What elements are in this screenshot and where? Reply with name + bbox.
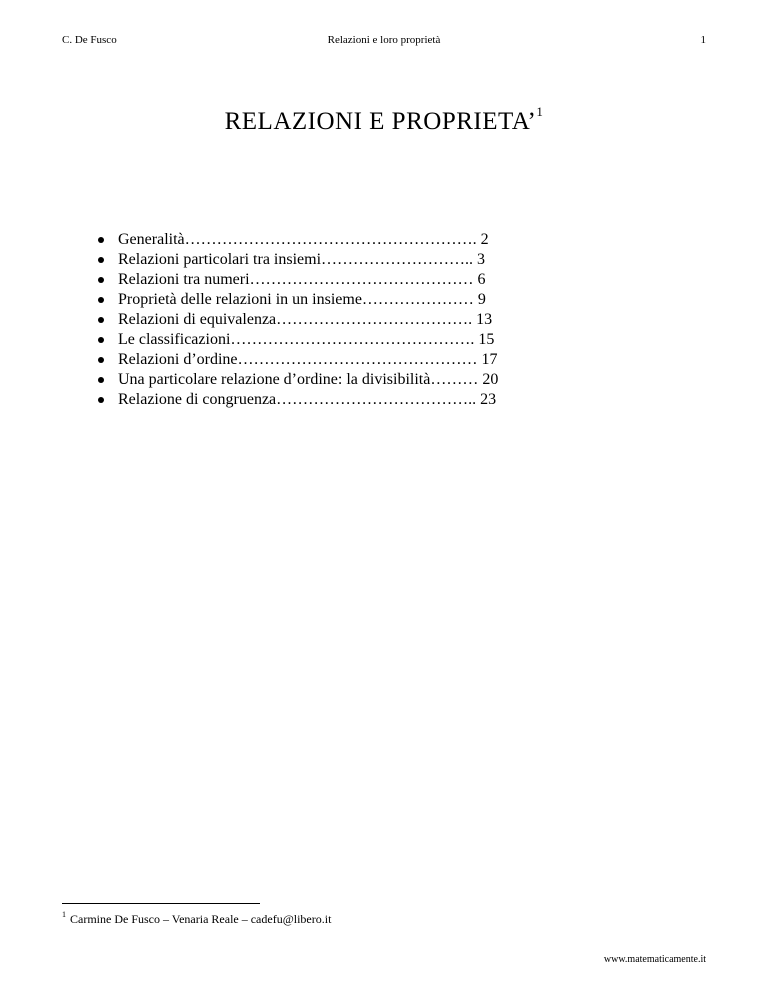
toc-item-text: Generalità………………………………………………. 2 bbox=[118, 231, 489, 248]
bullet-icon bbox=[98, 237, 104, 243]
toc-item-text: Relazione di congruenza……………………………….. 23 bbox=[118, 391, 497, 408]
toc-item[interactable] bbox=[98, 370, 498, 390]
bullet-icon bbox=[98, 297, 104, 303]
bullet-icon bbox=[98, 397, 104, 403]
table-of-contents bbox=[98, 230, 498, 410]
page-header bbox=[0, 34, 768, 50]
toc-item-text: Relazioni di equivalenza………………………………. 13 bbox=[118, 311, 493, 328]
header-running-title: Relazioni e loro proprietà bbox=[327, 34, 441, 46]
toc-item[interactable] bbox=[98, 290, 498, 310]
footnote-divider bbox=[62, 903, 260, 904]
bullet-icon bbox=[98, 317, 104, 323]
toc-item[interactable] bbox=[98, 250, 498, 270]
bullet-icon bbox=[98, 357, 104, 363]
document-title bbox=[0, 104, 768, 136]
footer-url[interactable]: www.matematicamente.it bbox=[603, 954, 706, 965]
toc-item[interactable] bbox=[98, 330, 498, 350]
toc-item-text: Relazioni tra numeri…………………………………… 6 bbox=[118, 271, 486, 288]
toc-item-text: Una particolare relazione d’ordine: la divisibilità……… 20 bbox=[118, 371, 499, 388]
footnote-mark: 1 bbox=[62, 910, 66, 919]
toc-item-text: Le classificazioni………………………………………. 15 bbox=[118, 331, 495, 348]
bullet-icon bbox=[98, 277, 104, 283]
toc-item-text: Proprietà delle relazioni in un insieme………………… 9 bbox=[118, 291, 486, 308]
footnote bbox=[62, 912, 331, 927]
bullet-icon bbox=[98, 257, 104, 263]
toc-item[interactable] bbox=[98, 350, 498, 370]
toc-item[interactable] bbox=[98, 270, 498, 290]
header-author: C. De Fusco bbox=[62, 34, 117, 46]
toc-item-text: Relazioni particolari tra insiemi……………………….. 3 bbox=[118, 251, 486, 268]
footnote-text: Carmine De Fusco – Venaria Reale – cadefu@libero.it bbox=[70, 912, 332, 926]
title-footnote-mark[interactable]: 1 bbox=[536, 104, 544, 119]
toc-item[interactable] bbox=[98, 310, 498, 330]
bullet-icon bbox=[98, 337, 104, 343]
toc-item[interactable] bbox=[98, 390, 498, 410]
bullet-icon bbox=[98, 377, 104, 383]
toc-item-text: Relazioni d’ordine……………………………………… 17 bbox=[118, 351, 498, 368]
header-page-number: 1 bbox=[700, 34, 706, 46]
document-title-text: RELAZIONI E PROPRIETA’ bbox=[224, 108, 537, 135]
toc-item[interactable] bbox=[98, 230, 498, 250]
